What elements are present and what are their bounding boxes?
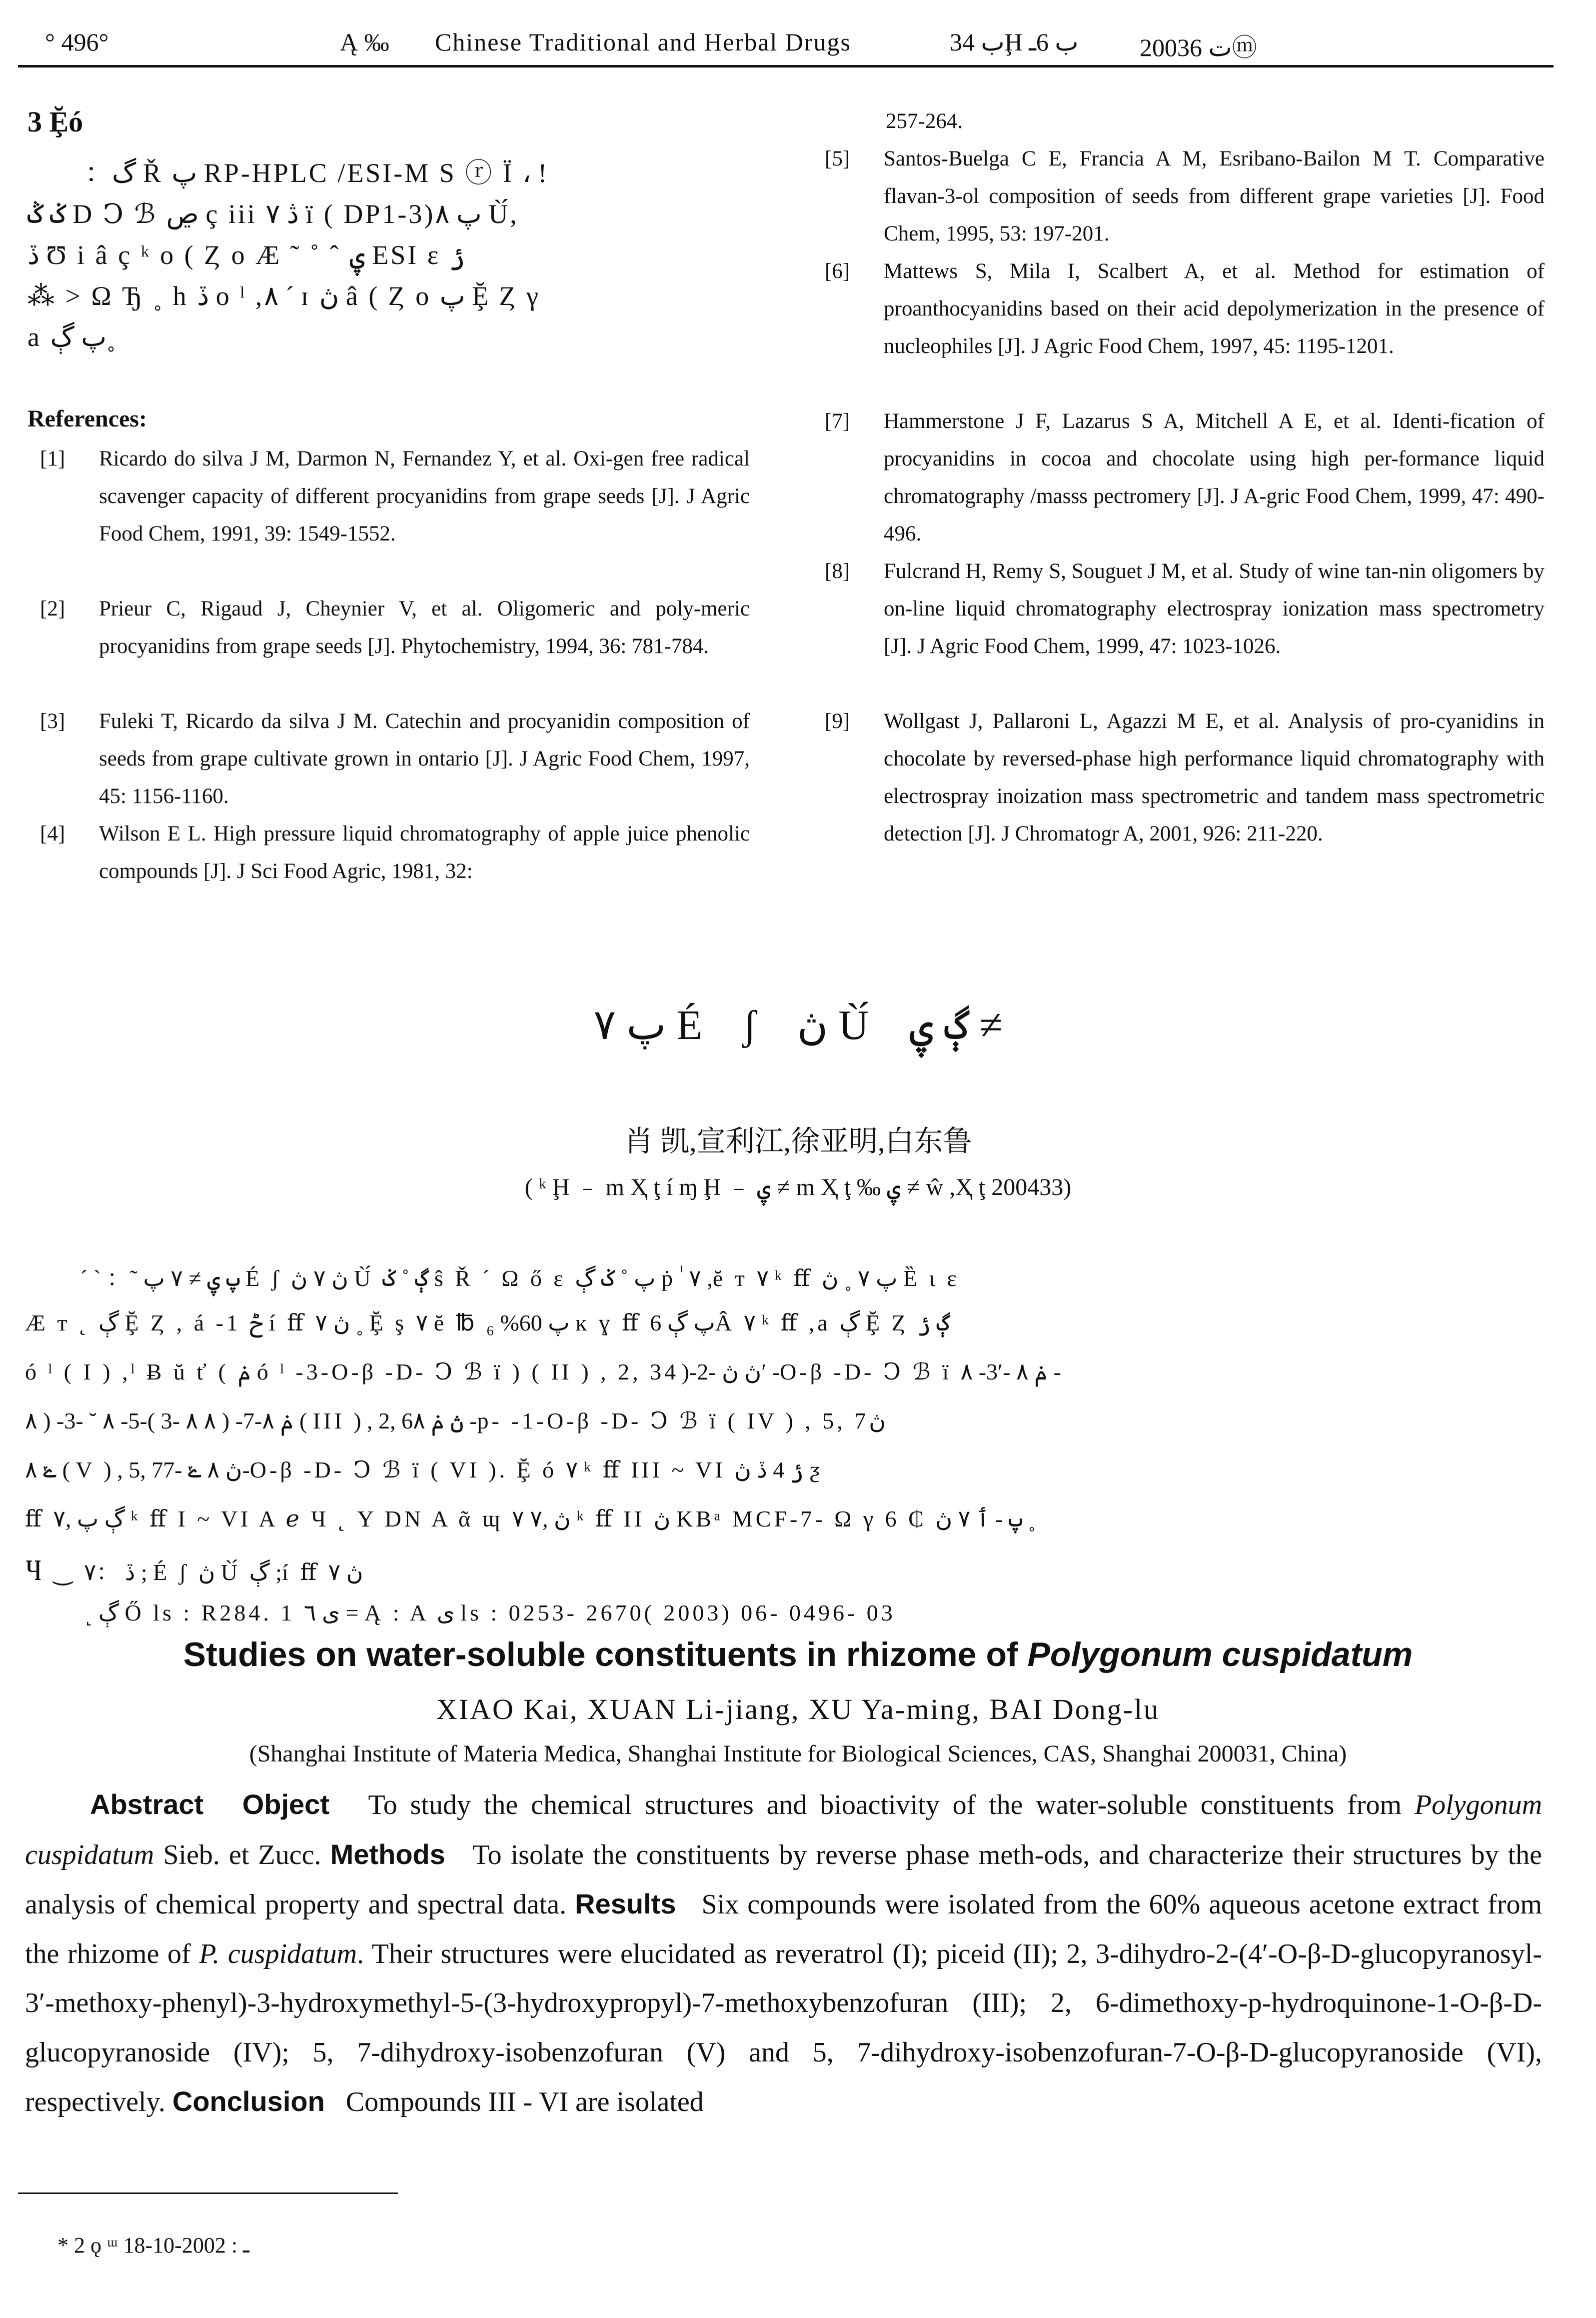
affiliation-cn: ( ᵏ Ḩ ﹣ m Ҳ ţ í ɱ Ḩ ﹣ ۑ ≠ m Ҳ ţ ‰ ۑ ≠ ŵ ,Ҳ ţ 200433) [524,1174,1072,1200]
results-text-2: . Their structures were elucidated as reveratrol (I); piceid (II); 2, 3-dihydro-2-(4′-O-β-D-glucopyranosyl-3′-methoxy-phenyl)-3-hydroxymethyl-5-(3-hydroxypropyl)-7-methoxybenzofuran (III); 2, 6-dimethoxy-p-hydroquinone-1-O-β-D-glucopyranoside (IV); 5, 7-dihydroxy-isobenzofuran (V) and 5, 7-dihydroxy-isobenzofuran-7-O-β-D-glucopyranoside (VI), respectively. [25,1938,1542,2118]
garbled-line: ：گ Ř پ RP-HPLC /ESI-M S ⓡ Ï ، ! [85,158,547,188]
conclusion-text: Compounds III - VI are isolated [345,2086,704,2118]
reference-text: Fuleki T, Ricardo da silva J M. Catechin and procyanidin composition of seeds from grape cultivate grown in ontario [J]. J Agric Food Chem, 1997, 45: 1156-1160. [99,710,750,808]
english-authors: XIAO Kai, XUAN Li-jiang, XU Ya-ming, BAI Dong-lu [436,1693,1160,1726]
reference-text: Santos-Buelga C E, Francia A M, Esribano-Bailon M T. Comparative flavan-3-ol composition of seeds from different grape varieties [J]. Food Chem, 1995, 53: 197-201. [884,147,1545,246]
reference-item [40,590,750,702]
reference-item [825,140,1545,252]
footnote-rule [18,2192,398,2194]
species-name-short: P. cuspidatum [199,1938,357,1970]
abstract-cn-line: ˊ ˋ ：˜ پ ۑ ≠ ۷ پ É ʃ ڽ ۷ ڽ Ù́ ڳ ˚ ݢ ŝ Ř ˊ Ω ő ɛ پ ˚ ݢ ڳ ṗ ٰ ۷ ,ĕ ᴛ ۷ ᵏ ﬀ پ ۷ ˳ ڽ Ȅ ɩ ɛ [80,1266,960,1291]
reference-item [825,252,1545,402]
reference-item [825,402,1545,552]
abstract-cn-line: ﬀ ڳ پ ,۷ ᵏ ﬀ I ~ VI A ℯ Ч ˛ Y DN A ᾶ ɰ ۷ ڽ ,۷ ᵏ ﬀ II ڽ KBᵃ MCF-7- Ω γ 6 ₵ پ - ٲ ۷ ڽ ˳ [25,1506,1036,1532]
reference-text: Fulcrand H, Remy S, Souguet J M, et al. Study of wine tan-nin oligomers by on-line liquid chromatography electrospray ionization mass spectrometry [J]. J Agric Food Chem, 1999, 47: 1023-1026. [884,560,1545,658]
article-title-cn: ۷ پ É ʃ ڽ Ù́ ڳ ۑ ≠ [593,1002,1003,1048]
conclusion-label: Conclusion [172,2086,325,2117]
abstract-cn-line: Æ ᴛ ˛ ڳ Ḝ Ȥ , á -1 ݲ í ﬀ ۷ ڽ ˳ Ḝ ş ۷ ĕ ℔ پ 60% ₆ ĸ ɣ ﬀ پ ڳ 6Â ۷ ᵏ ﬀ ,a ڳ Ḝ Ȥ ڳ ݬ [25,1310,950,1336]
reference-text: Wollgast J, Pallaroni L, Agazzi M E, et al. Analysis of pro-cyanidins in chocolate by reversed-phase high performance liquid chromatography with electrospray inoization mass spectrometric and tandem mass spectrometric detection [J]. J Chromatogr A, 2001, 926: 211-220. [884,710,1545,846]
methods-text: To isolate the constituents by reverse phase meth-ods, and characterize their structures by the analysis of chemical property and spectral data. [25,1839,1543,1920]
reference-item [40,815,750,890]
abstract-cn-line: ˻ ڳ Ő ls : R284. 1 ی ٦ = Ą : A ی ls : 0253- 2670( 2003) 06- 0496- 03 [85,1600,896,1626]
reference-text: Prieur C, Rigaud J, Cheynier V, et al. Oligomeric and poly-meric procyanidins from grape seeds [J]. Phytochemistry, 1994, 36: 781-784. [99,597,750,658]
abstract-cn-line: ۸ ݺ ( V ) , 5, 7ڽ ۸ ݺ -7-O-β -D- Ↄ ℬ ï ( VI ). Ḝ ó ۷ ᵏ ﬀ III ~ VI ݬ 4 ڏ ڽ ƺ [25,1457,823,1482]
abstract-cn-line: Ⴗ ‿ ڏ ：۷ ; É ʃ ڽ Ù́ ڳ ;í ﬀ ۷ ڽ [25,1560,363,1585]
journal-mark: Ą ‰ [340,28,389,56]
reference-continuation: 257-264. [886,110,963,133]
reference-number: [8] [825,560,850,583]
footnote: * 2 ǫ ᵚ ـ : 2002-10-18 [57,2233,249,2258]
garbled-line: ڏ Ʊ i â ç ᵏ o ( Ȥ o Æ ˜ ˚ ˆ ۑ ESI ɛ ݬ [27,240,465,270]
section-title: 3 Ḝó [27,106,83,138]
reference-number: [6] [825,260,850,283]
references-heading: References: [27,406,147,432]
abstract-cn-line: ۸ ) -3- ˘ ۸ -5-( 3- ۸ ۸ ) -7-ݥ ۸ ( III ) , 2, 6ڽ ݥ ۸ -p- -1-O-β -D- Ↄ ℬ ï ( IV ) , 5, 7ڽ [25,1408,886,1434]
garbled-line: ⁂ > Ω Ђ ˳ h ڏ o ˡ ,۸ ˊ ɪ ڽ â ( Ȥ o پ Ḝ Ȥ γ [27,281,540,311]
journal-volume: ب 34Ḩ ب 6ـ [950,28,1079,56]
reference-item [40,702,750,815]
abstract-cn-line: ó ˡ ( I ) ,ˡ Ƀ ŭ ť ( ݥ ó ˡ -3-O-β -D- Ↄ ℬ ï ) ( II ) , 2, 3ڽ ڽ -2-( 4′ -O-β -D- Ↄ ℬ ï ۸ -3′- ݥ ۸ - [25,1359,1061,1384]
english-title-text: Studies on water-soluble constituents in rhizome of [183,1636,1028,1674]
object-label: Object [242,1788,329,1820]
results-text: Six compounds were isolated from the 60% aqueous acetone extract from the rhizome of [25,1889,1543,1970]
reference-item [40,440,750,590]
reference-text: Mattews S, Mila I, Scalbert A, et al. Method for estimation of proanthocyanidins based on their acid depolymerization in the presence of nucleophiles [J]. J Agric Food Chem, 1997, 45: 1195-1201. [884,260,1545,358]
reference-number: [9] [825,710,850,733]
methods-label: Methods [330,1838,445,1870]
reference-text: Hammerstone J F, Lazarus S A, Mitchell A E, et al. Identi-fication of procyanidins in cocoa and chocolate using high per-formance liquid chromatography /masss pectromery [J]. J A-gric Food Chem, 1999, 47: 490-496. [884,410,1545,546]
species-name: Polygonum cuspidatum [25,1790,1543,1870]
reference-item [825,702,1545,892]
object-text-2: Sieb. et Zucc. [163,1839,321,1870]
abstract-label: Abstract [90,1788,204,1820]
reference-number: [3] [40,710,65,733]
reference-text: Wilson E L. High pressure liquid chromatography of apple juice phenolic compounds [J]. J Sci Food Agric, 1981, 32: [99,822,750,883]
authors-cn: 肖 凯,宣利江,徐亚明,白东鲁 [624,1125,972,1158]
journal-name: Chinese Traditional and Herbal Drugs [435,28,852,56]
english-abstract [25,1780,1542,2127]
garbled-line: a پ ڳ˳ [27,322,116,352]
running-header [30,28,1550,68]
english-title [0,1635,1596,1674]
left-garbled-text [27,152,767,358]
header-rule [18,65,1554,68]
reference-number: [1] [40,447,65,470]
reference-text: Ricardo do silva J M, Darmon N, Fernandez Y, et al. Oxi-gen free radical scavenger capacity of different procyanidins from grape seeds [J]. J Agric Food Chem, 1991, 39: 1549-1552. [99,447,750,546]
english-affiliation: (Shanghai Institute of Materia Medica, Shanghai Institute for Biological Sciences, CAS, Shanghai 200031, China) [249,1740,1347,1767]
journal-year: 2003ت 6ⓜ [1140,34,1257,62]
object-text: To study the chemical structures and bioactivity of the water-soluble constituents from [368,1790,1402,1820]
english-title-species: Polygonum cuspidatum [1027,1636,1413,1674]
reference-item [825,552,1545,702]
reference-number: [2] [40,597,65,620]
page-number: ° 496° [45,28,109,56]
garbled-line: ݢ ݣ D Ↄ ℬ ڝ ç iii ۷ ڎ ï ( DP1-3)پ ۸ Ù́, [27,199,519,229]
results-label: Results [575,1888,676,1920]
reference-number: [7] [825,410,850,433]
reference-number: [5] [825,147,850,170]
reference-number: [4] [40,822,65,846]
